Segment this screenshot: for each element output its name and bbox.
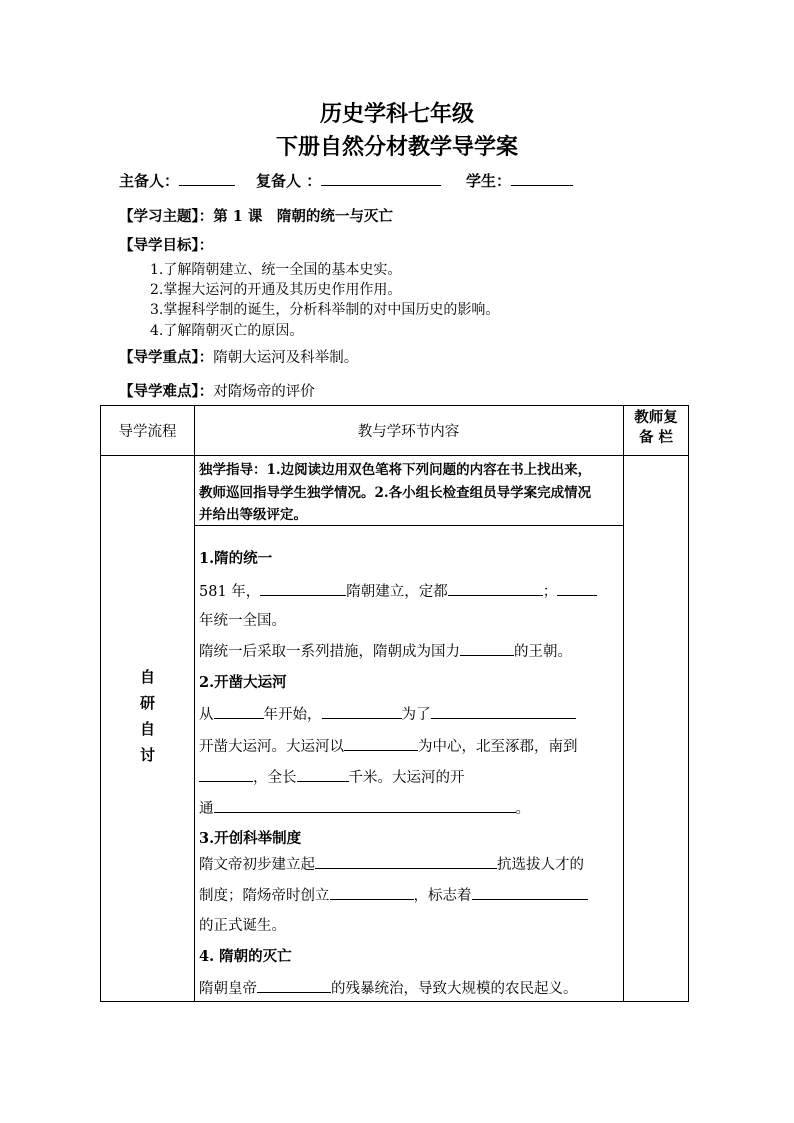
guidance-line: 独学指导：1.边阅读边用双色笔将下列问题的内容在书上找出来， — [199, 462, 592, 478]
topic-label: 【学习主题】： — [119, 208, 214, 225]
student-label: 学生： — [466, 172, 512, 190]
section-heading: 4. 隋朝的灭亡 — [199, 948, 292, 965]
student-field — [466, 170, 573, 191]
fill-blank[interactable] — [322, 705, 402, 719]
table-divider — [623, 406, 624, 1001]
key-point-label: 【导学重点】： — [119, 349, 214, 366]
page-title: 历史学科七年级 — [319, 101, 474, 127]
fill-blank[interactable] — [214, 799, 516, 813]
stage-char: 讨 — [139, 746, 155, 764]
row-text: 的王朝。 — [514, 644, 572, 660]
fill-blank[interactable] — [472, 886, 588, 900]
goal-item-1: 1.了解隋朝建立、统一全国的基本史实。 — [150, 262, 402, 278]
fill-blank[interactable] — [330, 886, 414, 900]
row-text: 的残暴统治，导致大规模的农民起义。 — [331, 981, 578, 997]
preparer-label: 主备人： — [119, 172, 180, 190]
fill-row — [199, 703, 576, 724]
fill-row — [199, 797, 530, 818]
row-text: 隋朝皇帝 — [199, 981, 257, 997]
row-text: 为了 — [401, 707, 431, 723]
guidance-line: 教师巡回指导学生独学情况。2.各小组长检查组员导学案完成情况 — [199, 485, 592, 501]
key-point-row — [119, 346, 358, 367]
fill-blank[interactable] — [214, 705, 264, 719]
goals-label: 【导学目标】： — [119, 237, 214, 254]
key-point-value: 隋朝大运河及科举制。 — [213, 350, 359, 366]
goal-item-2: 2.掌握大运河的开通及其历史作用作用。 — [150, 282, 402, 298]
row-text: 从 — [199, 707, 214, 723]
row-text: 千米。大运河的开 — [348, 770, 465, 786]
section-heading: 1.隋的统一 — [199, 550, 273, 567]
row-text: 年开始， — [263, 707, 322, 723]
fill-blank[interactable] — [260, 582, 346, 596]
fill-row — [199, 580, 597, 601]
fill-row — [199, 853, 584, 874]
section-heading: 2.开凿大运河 — [199, 674, 287, 691]
preparer-blank[interactable] — [179, 171, 235, 186]
fill-blank[interactable] — [344, 737, 418, 751]
fill-blank[interactable] — [199, 768, 253, 782]
header-content: 教与学环节内容 — [357, 424, 460, 440]
row-text: 抗选拔人才的 — [497, 857, 584, 873]
topic-row — [119, 205, 393, 226]
row-text: 。 — [515, 801, 530, 817]
topic-value: 第 1 课 隋朝的统一与灭亡 — [213, 208, 393, 225]
row-text: 为中心，北至涿郡，南到 — [418, 739, 578, 755]
row-text: ，标志着 — [413, 888, 472, 904]
stage-char: 研 — [139, 694, 155, 712]
difficulty-row — [119, 380, 315, 401]
row-text: ； — [542, 584, 558, 600]
fill-blank[interactable] — [557, 582, 597, 596]
row-text: 隋统一后采取一系列措施，隋朝成为国力 — [199, 644, 460, 660]
row-text: 的正式诞生。 — [199, 918, 286, 934]
goal-item-4: 4.了解隋朝灭亡的原因。 — [150, 323, 304, 339]
fill-row — [199, 735, 578, 756]
student-blank[interactable] — [511, 171, 573, 186]
header-teacher — [623, 408, 689, 448]
row-text: 通 — [199, 801, 214, 817]
stage-char: 自 — [139, 720, 155, 738]
fill-blank[interactable] — [297, 768, 349, 782]
row-text: 隋朝建立，定都 — [346, 584, 448, 600]
row-text: 制度；隋炀帝时创立 — [199, 888, 330, 904]
table-divider — [194, 406, 195, 1001]
difficulty-value: 对隋炀帝的评价 — [213, 384, 315, 400]
fill-blank[interactable] — [257, 979, 331, 993]
reviewer-label: 复备人 ： — [256, 172, 322, 190]
header-process: 导学流程 — [118, 424, 177, 440]
section-heading: 3.开创科举制度 — [199, 830, 302, 847]
table-divider — [101, 455, 688, 456]
table-divider — [194, 525, 623, 526]
row-text: 开凿大运河。大运河以 — [199, 739, 344, 755]
row-text: 581 年， — [199, 584, 261, 600]
fill-row — [199, 884, 588, 905]
stage-label — [101, 664, 194, 768]
fill-blank[interactable] — [315, 855, 497, 869]
fill-blank[interactable] — [448, 582, 543, 596]
reviewer-blank[interactable] — [321, 171, 441, 186]
stage-char: 自 — [139, 668, 155, 686]
goal-item-3: 3.掌握科学制的诞生，分析科举制的对中国历史的影响。 — [150, 302, 500, 318]
row-text: 年统一全国。 — [199, 613, 286, 629]
lesson-table — [100, 405, 689, 1002]
guidance-line: 并给出等级评定。 — [199, 507, 307, 523]
difficulty-label: 【导学难点】： — [119, 383, 214, 400]
fill-row — [199, 766, 465, 787]
header-teacher-line1: 教师复 — [634, 409, 678, 426]
fill-row — [199, 640, 572, 661]
fill-blank[interactable] — [431, 705, 576, 719]
page-subtitle: 下册自然分材教学导学案 — [275, 134, 518, 160]
row-text: 隋文帝初步建立起 — [199, 857, 315, 873]
fill-row — [199, 977, 578, 998]
reviewer-field — [256, 170, 441, 191]
row-text: ，全长 — [253, 770, 297, 786]
fill-blank[interactable] — [460, 642, 514, 656]
preparer-field — [119, 170, 235, 191]
header-teacher-line2: 备 栏 — [638, 429, 674, 446]
